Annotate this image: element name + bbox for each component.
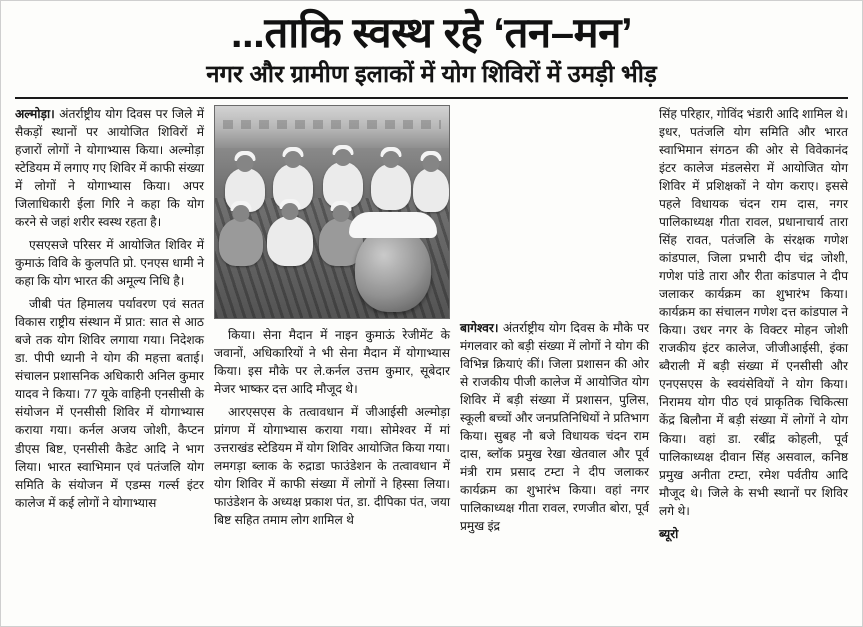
paragraph: आरएसएस के तत्वावधान में जीआईसी अल्मोड़ा प्रांगण में योगाभ्यास कराया गया। सोमेश्वर में मां उत्तराखंड स्टेडियम में योग शिविर आयोजित किया गया। लमगड़ा ब्लाक के रुद्राडा फाउंडेशन के तत्वावधान में योग शिविर में काफी संख्या में लोगों ने हिस्सा लिया। फाउंडेशन के अध्यक्ष प्रकाश पंत, डा. दीपिका पंत, जया बिष्ट सहित तमाम लोग शामिल थे: [214, 404, 450, 528]
column-2-text: [214, 326, 450, 530]
page-subtitle: नगर और ग्रामीण इलाकों में योग शिविरों में उमड़ी भीड़: [206, 61, 657, 89]
paragraph: [15, 105, 204, 231]
paragraph: किया। सेना मैदान में नाइन कुमाऊं रेजीमेंट के जवानों, अधिकारियों ने भी सेना मैदान में योगाभ्यास किया। इस मौके पर ले.कर्नल उत्तम कुमार, सूबेदार मेजर भाष्कर दत्त आदि मौजूद थे।: [214, 327, 450, 396]
paragraph: सिंह परिहार, गोविंद भंडारी आदि शामिल थे। इधर, पतंजलि योग समिति और भारत स्वाभिमान संगठन की ओर से विवेकानंद इंटर कालेज मंडलसेरा में आयोजित योग शिविर में प्रशिक्षकों ने योग कराए। इससे पहले विधायक चंदन राम दास, नगर पालिकाध्यक्ष गीता रावल, प्रधानाचार्य तारा सिंह रावत, पतंजलि के संरक्षक गणेश कांडपाल, जिला प्रभारी दीप चंद्र जोशी, गणेश पांडे तारा और रीता कांडपाल ने दीप जलाकर कार्यक्रम का शुभारंभ किया। कार्यक्रम का संचालन गणेश दत्त कांडपाल ने किया। उधर नगर के विक्टर मोहन जोशी राजकीय इंटर कालेज, जीजीआईसी, इंका ब्वैराली में बड़ी संख्या में एनसीसी और एनएसएस के स्वयंसेवियों ने योग किया। निरामय योग पीठ एवं प्राकृतिक चिकित्सा केंद्र बिलौना में बड़ी संख्या में लोगों ने योग किया। वहां डा. रबींद्र कोहली, पूर्व पालिकाध्यक्ष दीवान सिंह असवाल, कनिष्ठ प्रमुख अनीता टम्टा, रमेश पर्वतीय आदि मौजूद थे। जिले के सभी स्थानों पर शिविर लगे थे।: [659, 106, 848, 518]
column-1: [15, 105, 204, 593]
paragraph: [460, 105, 649, 536]
paragraph-text: अंतर्राष्ट्रीय योग दिवस पर जिले में सैकड़ों स्थानों पर आयोजित शिविरों में हजारों लोगों ने योगाभ्यास किया। अल्मोड़ा स्टेडियम में लगाए गए शिविर में काफी संख्या में लोगों ने योगाभ्यास किया। अपर जिलाधिकारी ईला गिरि ने कहा कि योग करने से जहां शरीर स्वस्थ रहता है।: [15, 106, 204, 229]
headline-block: [1, 1, 862, 89]
header-divider: [15, 97, 848, 99]
column-2: [214, 105, 450, 593]
dateline: अल्मोड़ा।: [15, 106, 55, 121]
column-3: [460, 105, 649, 593]
paragraph-text: अंतर्राष्ट्रीय योग दिवस के मौके पर मंगलवार को बड़ी संख्या में लोगों ने योग की विभिन्न क्रियाएं कीं। जिला प्रशासन की ओर से राजकीय पीजी कालेज में आयोजित योग शिविर में बड़ी संख्या में प्रशासन, पुलिस, स्कूली बच्चों और जनप्रतिनिधियों ने प्रतिभाग किया। सुबह नौ बजे विधायक चंदन राम दास, ब्लॉक प्रमुख रेखा खेतवाल और पूर्व मंत्री राम प्रसाद टम्टा ने दीप जलाकर कार्यक्रम का शुभारंभ किया। वहां नगर पालिकाध्यक्ष गीता रावल, रणजीत बोरा, पूर्व प्रमुख इंद्र: [460, 320, 649, 534]
byline: ब्यूरो: [659, 526, 679, 541]
page-title: ...ताकि स्वस्थ रहे ‘तन–मन’: [230, 9, 633, 56]
article-columns: [1, 105, 862, 603]
paragraph: जीबी पंत हिमालय पर्यावरण एवं सतत विकास राष्ट्रीय संस्थान में प्रात: सात से आठ बजे तक योग शिविर लगाया गया। निदेशक डा. पीपी ध्यानी ने योग की महत्ता बताई। संचालन प्रशासनिक अधिकारी अनिल कुमार यादव ने किया। 77 यूके वाहिनी एनसीसी के संयोजन में एनसीसी शिविर में योगाभ्यास कराया गया। कर्नल अजय जोशी, कैप्टन डीएस बिष्ट, एनसीसी कैडेट आदि ने भाग लिया। भारत स्वाभिमान एवं पतंजलि योग समिति के संयोजन में एडम्स गर्ल्स इंटर कालेज में कई लोगों ने योगाभ्यास: [15, 297, 204, 510]
dateline-bageshwar: बागेश्वर।: [460, 320, 499, 335]
paragraph: एसएसजे परिसर में आयोजित शिविर में कुमाऊं विवि के कुलपति प्रो. एनएस धामी ने कहा कि योग भारत की अमूल्य निधि है।: [15, 238, 204, 289]
column-4: [659, 105, 848, 593]
yoga-camp-photo: [214, 105, 450, 319]
